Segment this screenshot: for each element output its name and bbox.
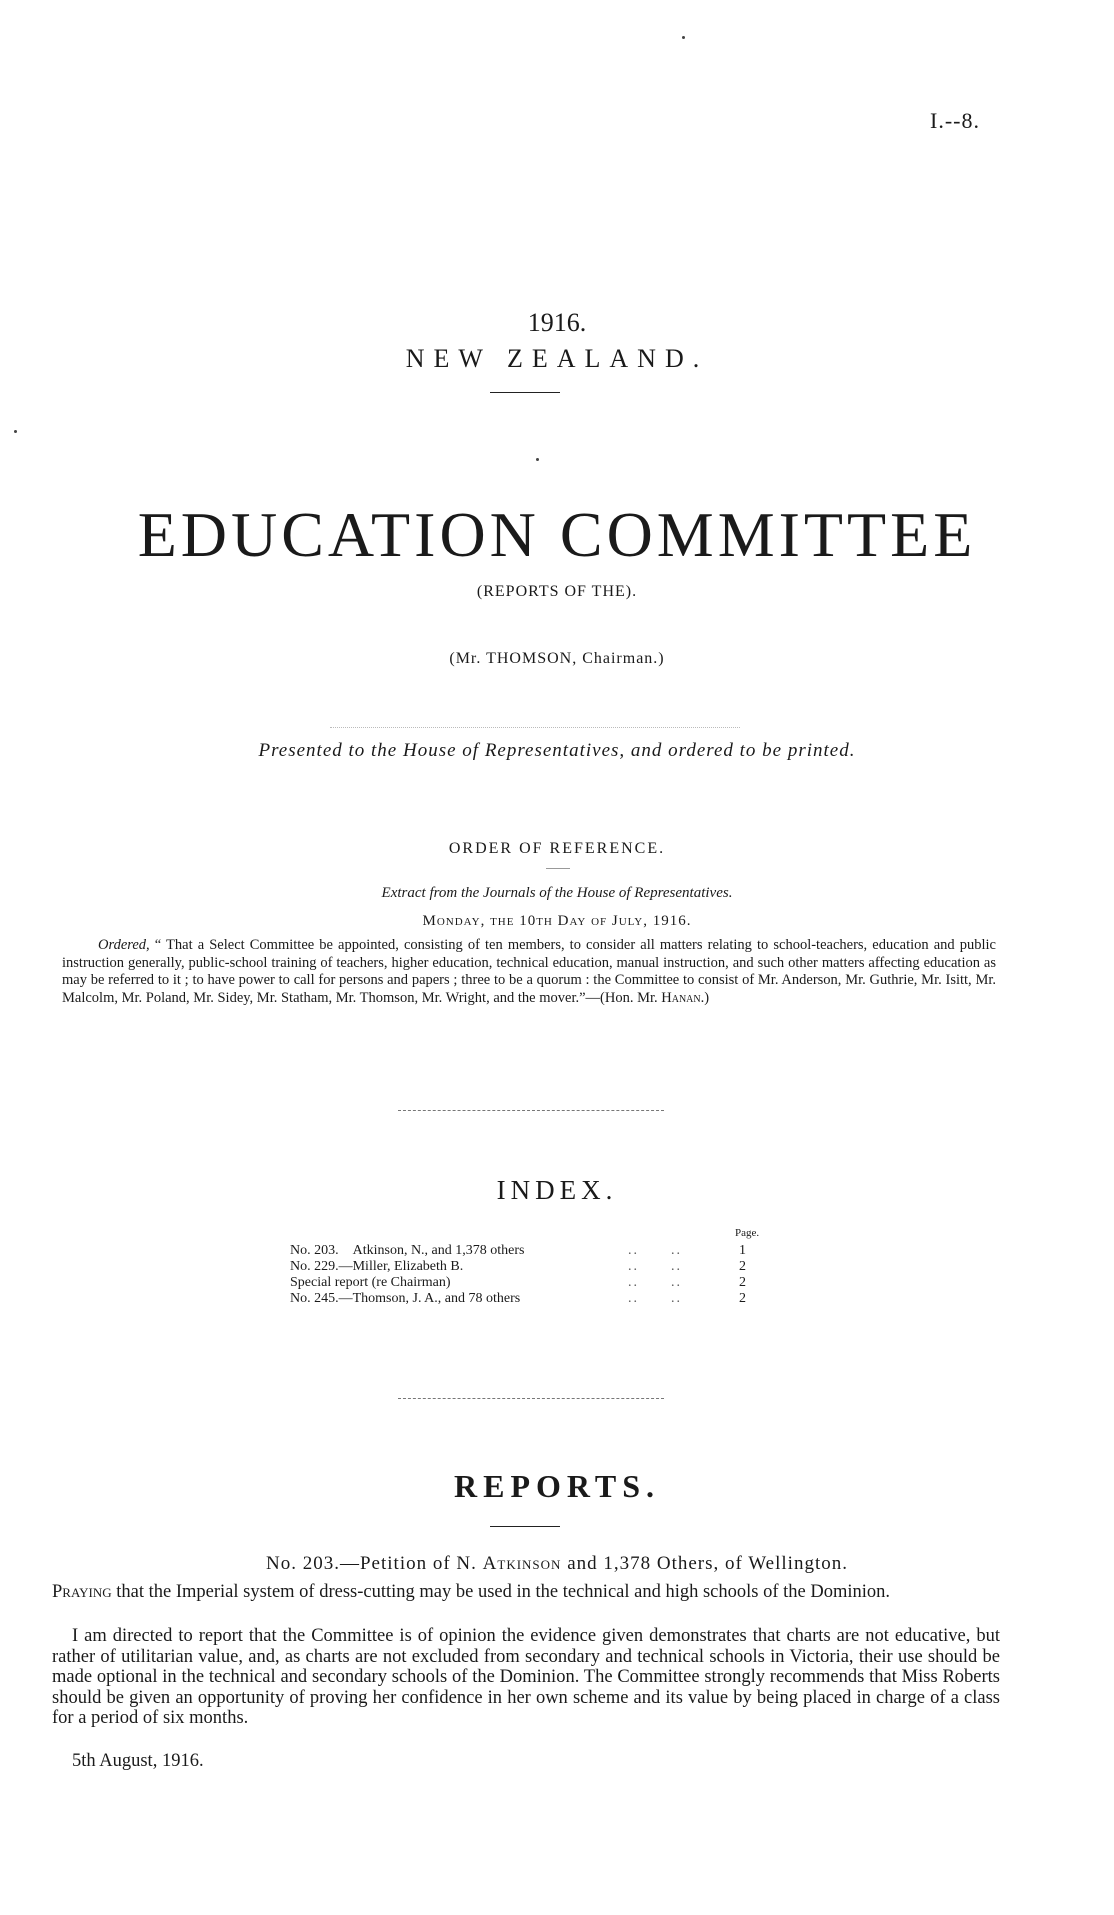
index-row xyxy=(290,1291,770,1307)
index-entry: No. 245.—Thomson, J. A., and 78 others xyxy=(290,1291,521,1306)
divider-rule xyxy=(330,727,740,728)
petition-prefix: No. 203.—Petition of N. xyxy=(266,1553,483,1574)
praying-word: Praying xyxy=(52,1582,112,1602)
divider-rule xyxy=(546,868,570,869)
order-date: Monday, the 10th Day of July, 1916. xyxy=(422,913,692,929)
report-date: 5th August, 1916. xyxy=(72,1751,204,1771)
report-body: I am directed to report that the Committee is of opinion the evidence given demonstrates that charts are not educative, but rather of utilitarian value, and, as charts are not excluded from secondary and technical schools in Victoria, their use should be made optional in the technical and secondary schools of the Dominion. The Committee strongly recommends that Miss Roberts should be given an opportunity of proving her confidence in her own scheme and its value by being placed in charge of a class for a period of six months. xyxy=(52,1626,1000,1729)
index-page: 2 xyxy=(739,1259,746,1274)
divider-rule xyxy=(398,1398,664,1399)
petition-title xyxy=(0,1553,1114,1575)
order-paragraph xyxy=(62,937,996,1007)
page-number: I.--8. xyxy=(930,108,980,133)
divider-rule xyxy=(490,1526,560,1527)
order-of-reference-heading: ORDER OF REFERENCE. xyxy=(448,840,666,857)
subtitle: (REPORTS OF THE). xyxy=(476,583,638,600)
index-page: 1 xyxy=(739,1243,746,1258)
ordered-word: Ordered, xyxy=(98,937,150,953)
index-leaders: .. .. xyxy=(628,1243,682,1258)
main-title: EDUCATION COMMITTEE xyxy=(137,499,977,570)
divider-rule xyxy=(398,1110,664,1111)
reports-heading: REPORTS. xyxy=(453,1468,660,1504)
index-page: 2 xyxy=(739,1291,746,1306)
index-entry: No. 229.—Miller, Elizabeth B. xyxy=(290,1259,464,1274)
index-leaders: .. .. xyxy=(628,1275,682,1290)
order-text: “ That a Select Committee be appointed, consisting of ten members, to consider all matters relating to school-teachers, education and public instruction generally, public-school training of teachers, higher education, technical education, manual instruction, and such other matters affecting education as may be referred to it ; to have power to call for persons and papers ; three to be a quorum : the Committee to consist of Mr. Anderson, Mr. Guthrie, Mr. Isitt, Mr. Malcolm, Mr. Poland, Mr. Sidey, Mr. Statham, Mr. Thomson, Mr. Wright, and the mover.”—(Hon. Mr. xyxy=(62,937,996,1006)
scan-speck xyxy=(682,36,685,39)
petition-name: Atkinson xyxy=(482,1553,562,1574)
index-entry: Special report (re Chairman) xyxy=(290,1275,451,1290)
order-closing: .) xyxy=(700,989,710,1006)
index-row xyxy=(290,1275,770,1291)
country-heading: NEW ZEALAND. xyxy=(405,344,709,373)
praying-paragraph xyxy=(52,1582,1000,1603)
index-row xyxy=(290,1243,770,1259)
scan-speck xyxy=(536,458,539,461)
index-leaders: .. .. xyxy=(628,1259,682,1274)
scan-speck xyxy=(14,430,17,433)
index-page: 2 xyxy=(739,1275,746,1290)
index-row xyxy=(290,1259,770,1275)
index-leaders: .. .. xyxy=(628,1291,682,1306)
petition-suffix: and 1,378 Others, of Wellington. xyxy=(561,1553,848,1574)
index-heading: INDEX. xyxy=(496,1175,618,1205)
index-entry: No. 203. Atkinson, N., and 1,378 others xyxy=(290,1243,525,1258)
divider-rule xyxy=(490,392,560,393)
praying-text: that the Imperial system of dress-cutting may be used in the technical and high schools of the Dominion. xyxy=(111,1582,891,1602)
chairman-line: (Mr. THOMSON, Chairman.) xyxy=(449,650,665,667)
extract-line: Extract from the Journals of the House of Representatives. xyxy=(381,885,733,901)
mover-name: Hanan xyxy=(661,989,701,1006)
index-page-label: Page. xyxy=(735,1227,760,1239)
presented-line: Presented to the House of Representatives, and ordered to be printed. xyxy=(258,740,856,761)
year: 1916. xyxy=(527,308,587,337)
